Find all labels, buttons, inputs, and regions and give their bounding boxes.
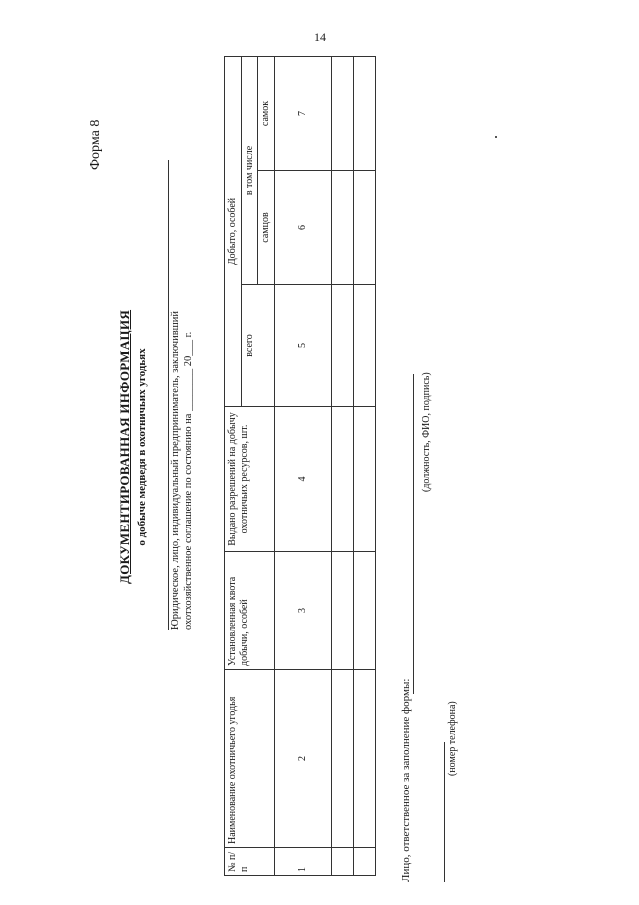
empty-cell [354, 848, 376, 876]
document-subtitle: о добыче медведя в охотничьих угодьях [136, 348, 148, 546]
header-total: всего [241, 285, 274, 407]
column-number-row [275, 56, 332, 875]
column-number-cell: 7 [275, 56, 332, 170]
header-females: самок [258, 56, 275, 170]
empty-cell [332, 171, 354, 285]
empty-cell [332, 285, 354, 407]
column-number-cell: 3 [275, 552, 332, 670]
header-harvested: Добыто, особей [225, 56, 242, 406]
header-row-1 [225, 56, 242, 875]
empty-cell [354, 552, 376, 670]
bear-harvest-table [224, 56, 376, 876]
header-permits: Выдано разрешений на добычу охотничьих ресурсов, шт. [225, 407, 275, 552]
description-line-1: Юридическое, лицо, индивидуальный предприниматель, заключивший [168, 160, 181, 630]
page-number: 14 [314, 30, 326, 44]
column-number-cell: 4 [275, 407, 332, 552]
document-title: ДОКУМЕНТИРОВАННАЯ ИНФОРМАЦИЯ [117, 309, 132, 585]
header-num: № п/п [225, 848, 275, 876]
header-hunting-ground: Наименование охотничьего угодья [225, 670, 275, 848]
description-line-2: охотхозяйственное соглашение по состоянию на ________ 20___ г. [183, 331, 194, 630]
phone-caption: (номер телефона) [447, 701, 458, 776]
empty-cell [354, 407, 376, 552]
empty-cell [354, 56, 376, 170]
column-number-cell: 1 [275, 848, 332, 876]
responsible-signature-line [413, 374, 414, 694]
responsible-label: Лицо, ответственное за заполнение формы: [400, 678, 412, 882]
empty-cell [332, 670, 354, 848]
table-row [332, 56, 354, 875]
column-number-cell: 6 [275, 171, 332, 285]
phone-line [444, 742, 445, 882]
empty-cell [354, 285, 376, 407]
header-of-which: в том числе [241, 56, 258, 284]
rotated-document [0, 12, 639, 892]
empty-cell [332, 56, 354, 170]
column-number-cell: 5 [275, 285, 332, 407]
empty-cell [332, 407, 354, 552]
responsible-caption: (должность, ФИО, подпись) [421, 372, 432, 492]
form-label: Форма 8 [88, 119, 103, 170]
column-number-cell: 2 [275, 670, 332, 848]
empty-cell [354, 171, 376, 285]
table-row [354, 56, 376, 875]
empty-cell [354, 670, 376, 848]
empty-cell [332, 848, 354, 876]
header-males: самцов [258, 171, 275, 285]
header-quota: Установленная квота добычи, особей [225, 552, 275, 670]
empty-cell [332, 552, 354, 670]
